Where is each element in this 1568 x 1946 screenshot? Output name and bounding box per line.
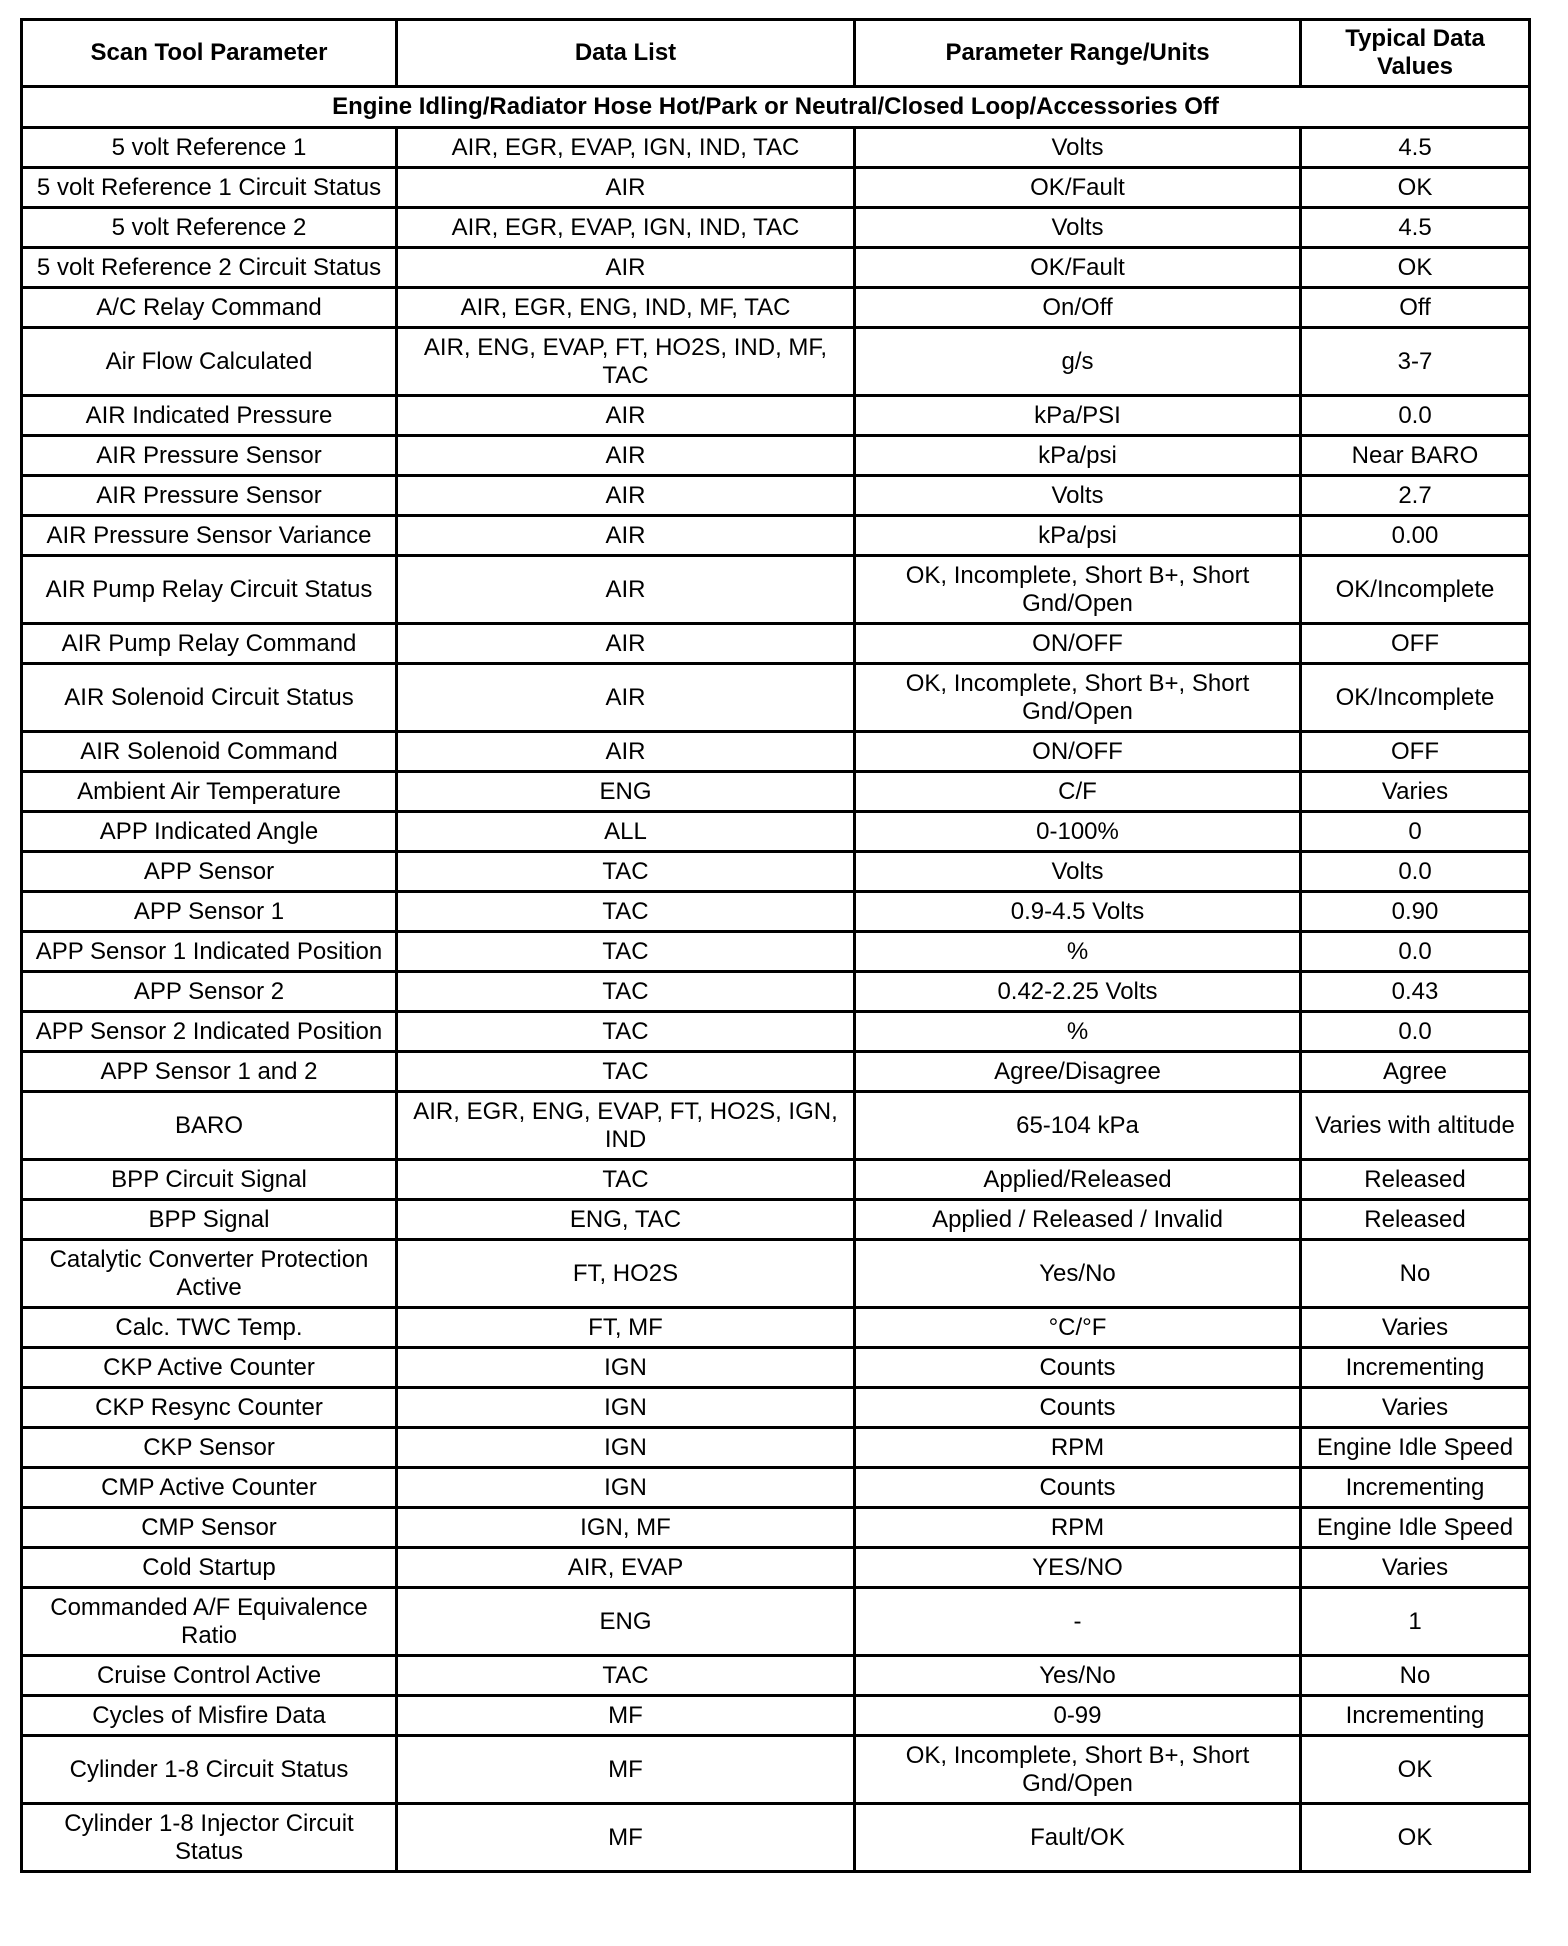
- parameter-cell: A/C Relay Command: [22, 288, 397, 328]
- range-units-cell: OK/Fault: [855, 168, 1301, 208]
- parameter-cell: Cycles of Misfire Data: [22, 1696, 397, 1736]
- data-list-cell: TAC: [397, 892, 855, 932]
- condition-row: [22, 87, 1530, 128]
- range-units-cell: RPM: [855, 1428, 1301, 1468]
- range-units-cell: -: [855, 1588, 1301, 1656]
- typical-value-cell: Varies: [1301, 1308, 1530, 1348]
- data-list-cell: AIR: [397, 476, 855, 516]
- data-list-cell: TAC: [397, 1012, 855, 1052]
- range-units-cell: °C/°F: [855, 1308, 1301, 1348]
- range-units-cell: ON/OFF: [855, 624, 1301, 664]
- parameter-cell: APP Indicated Angle: [22, 812, 397, 852]
- parameter-cell: APP Sensor 1 Indicated Position: [22, 932, 397, 972]
- typical-value-cell: Varies: [1301, 772, 1530, 812]
- table-row: [22, 1508, 1530, 1548]
- parameter-cell: Air Flow Calculated: [22, 328, 397, 396]
- parameter-cell: AIR Pressure Sensor Variance: [22, 516, 397, 556]
- data-list-cell: TAC: [397, 1160, 855, 1200]
- header-row: [22, 20, 1530, 87]
- table-row: [22, 772, 1530, 812]
- header-parameter-range-units: Parameter Range/Units: [855, 20, 1301, 87]
- typical-value-cell: Released: [1301, 1160, 1530, 1200]
- range-units-cell: Volts: [855, 852, 1301, 892]
- parameter-cell: APP Sensor 1 and 2: [22, 1052, 397, 1092]
- range-units-cell: C/F: [855, 772, 1301, 812]
- data-list-cell: AIR, EGR, ENG, EVAP, FT, HO2S, IGN, IND: [397, 1092, 855, 1160]
- typical-value-cell: OK: [1301, 168, 1530, 208]
- range-units-cell: ON/OFF: [855, 732, 1301, 772]
- table-row: [22, 436, 1530, 476]
- table-row: [22, 1736, 1530, 1804]
- parameter-cell: 5 volt Reference 2 Circuit Status: [22, 248, 397, 288]
- table-row: [22, 396, 1530, 436]
- table-row: [22, 168, 1530, 208]
- parameter-cell: AIR Solenoid Command: [22, 732, 397, 772]
- table-row: [22, 892, 1530, 932]
- header-data-list: Data List: [397, 20, 855, 87]
- parameter-cell: AIR Pressure Sensor: [22, 436, 397, 476]
- typical-value-cell: Varies with altitude: [1301, 1092, 1530, 1160]
- data-list-cell: FT, MF: [397, 1308, 855, 1348]
- table-row: [22, 1588, 1530, 1656]
- parameter-cell: APP Sensor 1: [22, 892, 397, 932]
- parameter-cell: Calc. TWC Temp.: [22, 1308, 397, 1348]
- parameter-cell: BPP Signal: [22, 1200, 397, 1240]
- data-list-cell: ENG: [397, 772, 855, 812]
- typical-value-cell: Released: [1301, 1200, 1530, 1240]
- parameter-cell: CMP Active Counter: [22, 1468, 397, 1508]
- parameter-cell: BARO: [22, 1092, 397, 1160]
- range-units-cell: kPa/PSI: [855, 396, 1301, 436]
- typical-value-cell: Agree: [1301, 1052, 1530, 1092]
- data-list-cell: FT, HO2S: [397, 1240, 855, 1308]
- range-units-cell: %: [855, 932, 1301, 972]
- data-list-cell: AIR: [397, 516, 855, 556]
- table-row: [22, 248, 1530, 288]
- typical-value-cell: Incrementing: [1301, 1348, 1530, 1388]
- typical-value-cell: 4.5: [1301, 208, 1530, 248]
- parameter-cell: Cold Startup: [22, 1548, 397, 1588]
- data-list-cell: MF: [397, 1736, 855, 1804]
- parameter-cell: CKP Sensor: [22, 1428, 397, 1468]
- typical-value-cell: 4.5: [1301, 128, 1530, 168]
- table-row: [22, 972, 1530, 1012]
- typical-value-cell: OK: [1301, 1804, 1530, 1872]
- range-units-cell: Counts: [855, 1388, 1301, 1428]
- table-row: [22, 1656, 1530, 1696]
- table-row: [22, 556, 1530, 624]
- parameter-cell: BPP Circuit Signal: [22, 1160, 397, 1200]
- table-row: [22, 1804, 1530, 1872]
- table-row: [22, 664, 1530, 732]
- data-list-cell: MF: [397, 1696, 855, 1736]
- range-units-cell: Volts: [855, 128, 1301, 168]
- table-row: [22, 1200, 1530, 1240]
- range-units-cell: Yes/No: [855, 1656, 1301, 1696]
- table-row: [22, 1240, 1530, 1308]
- table-row: [22, 932, 1530, 972]
- scan-tool-data-table: [20, 18, 1531, 1873]
- table-row: [22, 1092, 1530, 1160]
- typical-value-cell: 0.00: [1301, 516, 1530, 556]
- typical-value-cell: 2.7: [1301, 476, 1530, 516]
- typical-value-cell: Engine Idle Speed: [1301, 1428, 1530, 1468]
- data-list-cell: TAC: [397, 972, 855, 1012]
- table-row: [22, 732, 1530, 772]
- table-row: [22, 1308, 1530, 1348]
- range-units-cell: Volts: [855, 208, 1301, 248]
- typical-value-cell: No: [1301, 1656, 1530, 1696]
- parameter-cell: CKP Active Counter: [22, 1348, 397, 1388]
- typical-value-cell: 0.0: [1301, 852, 1530, 892]
- parameter-cell: Catalytic Converter Protection Active: [22, 1240, 397, 1308]
- data-list-cell: AIR: [397, 436, 855, 476]
- range-units-cell: YES/NO: [855, 1548, 1301, 1588]
- range-units-cell: Yes/No: [855, 1240, 1301, 1308]
- data-list-cell: IGN, MF: [397, 1508, 855, 1548]
- typical-value-cell: Varies: [1301, 1388, 1530, 1428]
- data-list-cell: TAC: [397, 852, 855, 892]
- parameter-cell: 5 volt Reference 1: [22, 128, 397, 168]
- range-units-cell: Volts: [855, 476, 1301, 516]
- data-list-cell: IGN: [397, 1428, 855, 1468]
- parameter-cell: AIR Pressure Sensor: [22, 476, 397, 516]
- parameter-cell: Cruise Control Active: [22, 1656, 397, 1696]
- range-units-cell: kPa/psi: [855, 516, 1301, 556]
- typical-value-cell: Incrementing: [1301, 1468, 1530, 1508]
- table-row: [22, 288, 1530, 328]
- range-units-cell: Agree/Disagree: [855, 1052, 1301, 1092]
- typical-value-cell: 3-7: [1301, 328, 1530, 396]
- parameter-cell: APP Sensor 2 Indicated Position: [22, 1012, 397, 1052]
- parameter-cell: Commanded A/F Equivalence Ratio: [22, 1588, 397, 1656]
- table-row: [22, 1348, 1530, 1388]
- data-list-cell: TAC: [397, 1656, 855, 1696]
- range-units-cell: Counts: [855, 1348, 1301, 1388]
- range-units-cell: g/s: [855, 328, 1301, 396]
- parameter-cell: 5 volt Reference 2: [22, 208, 397, 248]
- data-list-cell: MF: [397, 1804, 855, 1872]
- table-row: [22, 1052, 1530, 1092]
- typical-value-cell: OFF: [1301, 732, 1530, 772]
- range-units-cell: 0-99: [855, 1696, 1301, 1736]
- range-units-cell: RPM: [855, 1508, 1301, 1548]
- range-units-cell: On/Off: [855, 288, 1301, 328]
- range-units-cell: Applied/Released: [855, 1160, 1301, 1200]
- typical-value-cell: Incrementing: [1301, 1696, 1530, 1736]
- typical-value-cell: 0.0: [1301, 396, 1530, 436]
- typical-value-cell: 1: [1301, 1588, 1530, 1656]
- table-row: [22, 516, 1530, 556]
- typical-value-cell: OK: [1301, 1736, 1530, 1804]
- data-list-cell: AIR: [397, 732, 855, 772]
- data-list-cell: IGN: [397, 1388, 855, 1428]
- table-row: [22, 1548, 1530, 1588]
- range-units-cell: 0-100%: [855, 812, 1301, 852]
- range-units-cell: Applied / Released / Invalid: [855, 1200, 1301, 1240]
- range-units-cell: 0.9-4.5 Volts: [855, 892, 1301, 932]
- table-row: [22, 1160, 1530, 1200]
- data-list-cell: ENG: [397, 1588, 855, 1656]
- range-units-cell: OK, Incomplete, Short B+, Short Gnd/Open: [855, 1736, 1301, 1804]
- range-units-cell: Counts: [855, 1468, 1301, 1508]
- typical-value-cell: OK: [1301, 248, 1530, 288]
- table-row: [22, 812, 1530, 852]
- range-units-cell: 65-104 kPa: [855, 1092, 1301, 1160]
- data-list-cell: AIR: [397, 664, 855, 732]
- parameter-cell: APP Sensor 2: [22, 972, 397, 1012]
- data-list-cell: AIR, EGR, EVAP, IGN, IND, TAC: [397, 208, 855, 248]
- parameter-cell: 5 volt Reference 1 Circuit Status: [22, 168, 397, 208]
- data-list-cell: ENG, TAC: [397, 1200, 855, 1240]
- typical-value-cell: 0.90: [1301, 892, 1530, 932]
- data-list-cell: AIR: [397, 168, 855, 208]
- typical-value-cell: Near BARO: [1301, 436, 1530, 476]
- data-list-cell: AIR, EGR, ENG, IND, MF, TAC: [397, 288, 855, 328]
- table-row: [22, 852, 1530, 892]
- table-row: [22, 208, 1530, 248]
- data-list-cell: IGN: [397, 1468, 855, 1508]
- parameter-cell: AIR Pump Relay Circuit Status: [22, 556, 397, 624]
- range-units-cell: kPa/psi: [855, 436, 1301, 476]
- parameter-cell: AIR Solenoid Circuit Status: [22, 664, 397, 732]
- header-scan-tool-parameter: Scan Tool Parameter: [22, 20, 397, 87]
- data-list-cell: AIR: [397, 624, 855, 664]
- range-units-cell: %: [855, 1012, 1301, 1052]
- data-list-cell: TAC: [397, 1052, 855, 1092]
- parameter-cell: AIR Indicated Pressure: [22, 396, 397, 436]
- typical-value-cell: 0.0: [1301, 1012, 1530, 1052]
- parameter-cell: APP Sensor: [22, 852, 397, 892]
- range-units-cell: OK/Fault: [855, 248, 1301, 288]
- parameter-cell: CKP Resync Counter: [22, 1388, 397, 1428]
- parameter-cell: Cylinder 1-8 Circuit Status: [22, 1736, 397, 1804]
- data-list-cell: AIR, ENG, EVAP, FT, HO2S, IND, MF, TAC: [397, 328, 855, 396]
- typical-value-cell: 0.43: [1301, 972, 1530, 1012]
- table-row: [22, 128, 1530, 168]
- data-list-cell: IGN: [397, 1348, 855, 1388]
- table-row: [22, 476, 1530, 516]
- parameter-cell: Ambient Air Temperature: [22, 772, 397, 812]
- table-row: [22, 1696, 1530, 1736]
- table-row: [22, 1388, 1530, 1428]
- parameter-cell: Cylinder 1-8 Injector Circuit Status: [22, 1804, 397, 1872]
- parameter-cell: CMP Sensor: [22, 1508, 397, 1548]
- typical-value-cell: 0: [1301, 812, 1530, 852]
- typical-value-cell: OK/Incomplete: [1301, 664, 1530, 732]
- table-row: [22, 1428, 1530, 1468]
- parameter-cell: AIR Pump Relay Command: [22, 624, 397, 664]
- typical-value-cell: OFF: [1301, 624, 1530, 664]
- table-row: [22, 624, 1530, 664]
- data-list-cell: AIR: [397, 396, 855, 436]
- table-row: [22, 1012, 1530, 1052]
- data-list-cell: ALL: [397, 812, 855, 852]
- typical-value-cell: OK/Incomplete: [1301, 556, 1530, 624]
- typical-value-cell: No: [1301, 1240, 1530, 1308]
- range-units-cell: OK, Incomplete, Short B+, Short Gnd/Open: [855, 664, 1301, 732]
- data-list-cell: TAC: [397, 932, 855, 972]
- table-row: [22, 328, 1530, 396]
- data-list-cell: AIR: [397, 248, 855, 288]
- range-units-cell: 0.42-2.25 Volts: [855, 972, 1301, 1012]
- typical-value-cell: 0.0: [1301, 932, 1530, 972]
- range-units-cell: Fault/OK: [855, 1804, 1301, 1872]
- data-list-cell: AIR: [397, 556, 855, 624]
- test-condition: Engine Idling/Radiator Hose Hot/Park or Neutral/Closed Loop/Accessories Off: [22, 87, 1530, 128]
- data-list-cell: AIR, EVAP: [397, 1548, 855, 1588]
- table-row: [22, 1468, 1530, 1508]
- range-units-cell: OK, Incomplete, Short B+, Short Gnd/Open: [855, 556, 1301, 624]
- typical-value-cell: Engine Idle Speed: [1301, 1508, 1530, 1548]
- typical-value-cell: Off: [1301, 288, 1530, 328]
- header-typical-data-values: Typical Data Values: [1301, 20, 1530, 87]
- data-list-cell: AIR, EGR, EVAP, IGN, IND, TAC: [397, 128, 855, 168]
- typical-value-cell: Varies: [1301, 1548, 1530, 1588]
